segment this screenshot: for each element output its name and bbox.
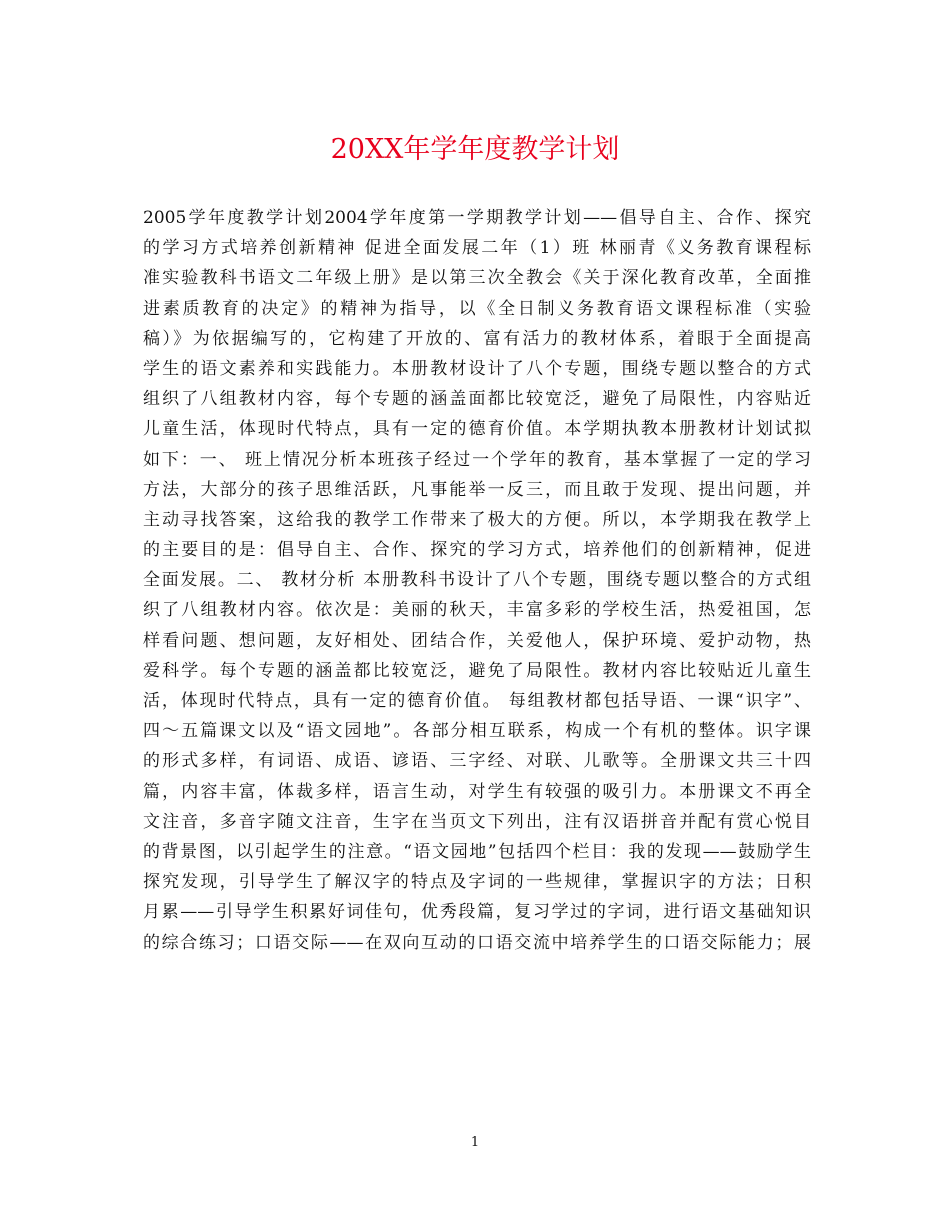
body-line: 的背景图，以引起学生的注意。“语文园地”包括四个栏目：我的发现——鼓励学生 [143,841,811,862]
body-line: 探究发现，引导学生了解汉字的特点及字词的一些规律，掌握识字的方法；日积 [143,872,811,893]
body-line: 篇，内容丰富，体裁多样，语言生动，对学生有较强的吸引力。本册课文不再全 [143,781,811,802]
body-line: 学生的语文素养和实践能力。本册教材设计了八个专题，围绕专题以整合的方式 [143,358,811,379]
document-title: 20XX年学年度教学计划 [330,134,620,165]
document-body [143,203,811,958]
body-line: 2005学年度教学计划2004学年度第一学期教学计划——倡导自主、合作、探究 [143,208,811,228]
body-line: 组织了八组教材内容，每个专题的涵盖面都比较宽泛，避免了局限性，内容贴近 [143,389,811,410]
body-line: 的综合练习；口语交际——在双向互动的口语交流中培养学生的口语交际能力；展 [143,932,811,953]
body-line: 织了八组教材内容。依次是：美丽的秋天，丰富多彩的学校生活，热爱祖国，怎 [143,600,811,621]
body-line: 样看问题、想问题，友好相处、团结合作，关爱他人，保护环境、爱护动物，热 [143,630,811,651]
body-line: 月累——引导学生积累好词佳句，优秀段篇，复习学过的字词，进行语文基础知识 [143,902,811,923]
body-line: 主动寻找答案，这给我的教学工作带来了极大的方便。所以，本学期我在教学上 [143,509,811,530]
body-line: 方法，大部分的孩子思维活跃，凡事能举一反三，而且敢于发现、提出问题，并 [143,479,811,500]
body-line: 文注音，多音字随文注音，生字在当页文下列出，注有汉语拼音并配有赏心悦目 [143,811,811,832]
body-line: 全面发展。二、 教材分析 本册教科书设计了八个专题，围绕专题以整合的方式组 [143,570,811,591]
body-line: 的主要目的是：倡导自主、合作、探究的学习方式，培养他们的创新精神，促进 [143,540,811,561]
body-line: 爱科学。每个专题的涵盖都比较宽泛，避免了局限性。教材内容比较贴近儿童生 [143,660,811,681]
body-line: 如下：一、 班上情况分析本班孩子经过一个学年的教育，基本掌握了一定的学习 [143,449,811,470]
body-line: 儿童生活，体现时代特点，具有一定的德育价值。本学期执教本册教材计划试拟 [143,419,811,440]
body-line: 稿）》为依据编写的，它构建了开放的、富有活力的教材体系，着眼于全面提高 [143,328,811,349]
body-line: 的形式多样，有词语、成语、谚语、三字经、对联、儿歌等。全册课文共三十四 [143,751,811,772]
page-number: 1 [470,1135,480,1150]
body-line: 活，体现时代特点，具有一定的德育价值。 每组教材都包括导语、一课“识字”、 [143,691,811,711]
body-line: 四～五篇课文以及“语文园地”。各部分相互联系，构成一个有机的整体。识字课 [143,721,811,742]
body-line: 准实验教科书语文二年级上册》是以第三次全教会《关于深化教育改革，全面推 [143,268,811,289]
body-line: 进素质教育的决定》的精神为指导，以《全日制义务教育语文课程标准（实验 [143,298,811,319]
body-line: 的学习方式培养创新精神 促进全面发展二年（1）班 林丽青《义务教育课程标 [143,238,811,259]
